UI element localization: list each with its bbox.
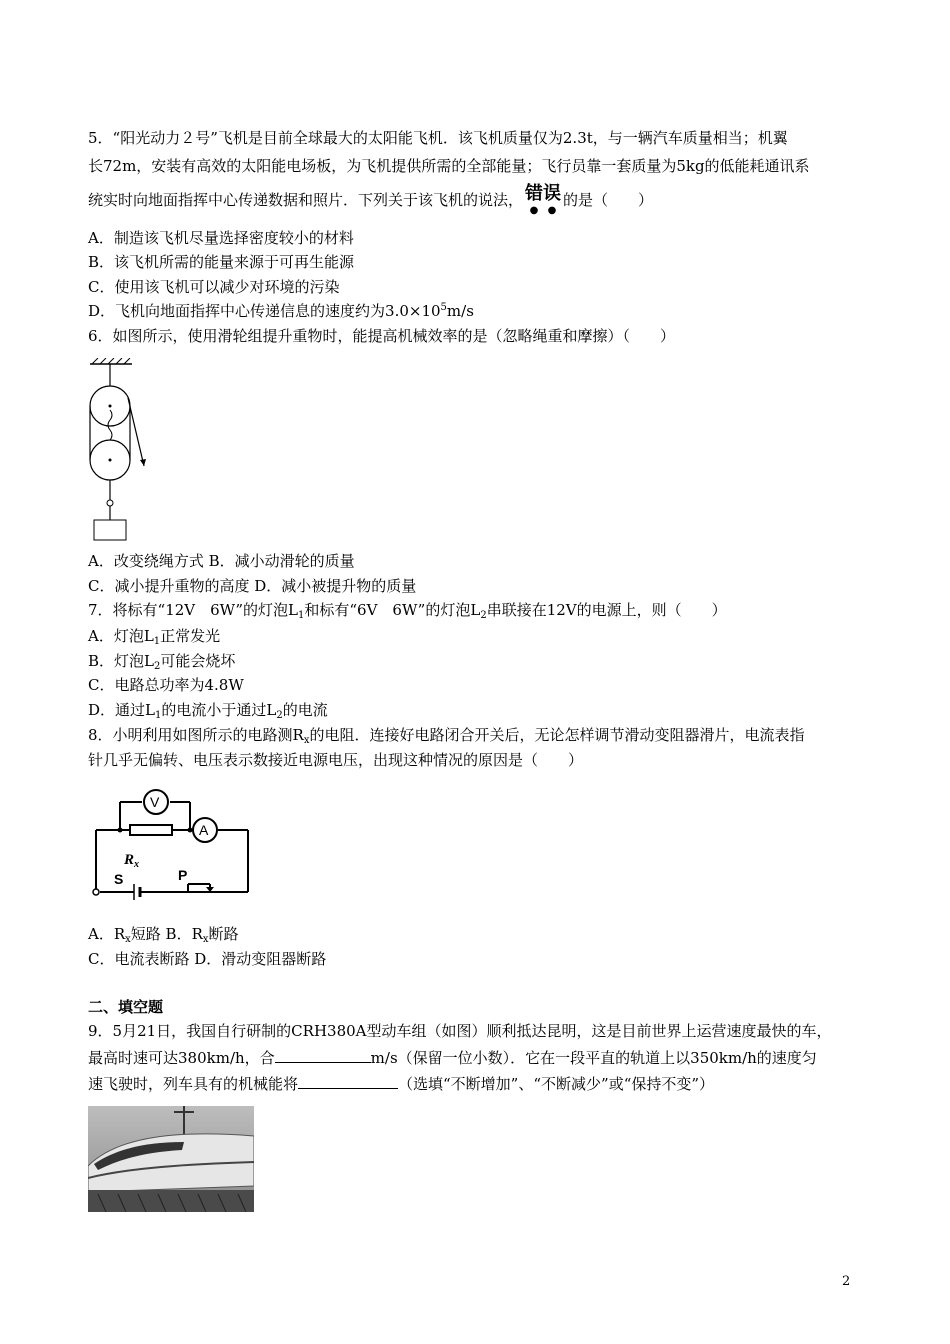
q5-line3-tail: 的是（ ） [563,191,654,209]
q5-emphasis-word: 错误 ● ● [525,183,562,216]
slider-label: P [178,867,188,883]
q9-line2: 最高时速可达380km/h，合 m/s（保留一位小数）．它在一段平直的轨道上以350km/h的速度匀 [88,1049,817,1067]
q5-option-d: D．飞机向地面指挥中心传递信息的速度约为$3.0\times 10^5m/s$ [88,302,474,320]
circuit-diagram [84,788,254,906]
q5-line2: 长72m，安装有高效的太阳能电场板，为飞机提供所需的全部能量；飞行员靠一套质量为5kg的低能耗通讯系 [88,157,810,175]
switch-label: S [114,871,124,887]
page-number: 2 [842,1274,851,1289]
q5-option-a: A．制造该飞机尽量选择密度较小的材料 [88,229,354,247]
q8-line2: 针几乎无偏转、电压表示数接近电源电压，出现这种情况的原因是（ ） [88,751,584,769]
q6-stem: 6．如图所示，使用滑轮组提升重物时，能提高机械效率的是（忽略绳重和摩擦）（ ） [88,327,676,345]
answer-blank-1[interactable] [275,1048,371,1063]
voltmeter-label: V [150,794,160,810]
q9-line3: 速飞驶时，列车具有的机械能将 （选填“不断增加”、“不断减少”或“保持不变”） [88,1075,715,1093]
pulley-diagram [88,358,168,543]
q5-line3-text: 统实时向地面指挥中心传递数据和照片．下列关于该飞机的说法， [88,191,524,209]
train-photo [88,1106,254,1212]
q8-options-ab: A．$R_x$短路 B．$R_x$断路 [88,925,239,945]
section-heading: 二、填空题 [88,998,164,1016]
q5-line3 [88,183,654,216]
q6-options-ab: A．改变绕绳方式 B．减小动滑轮的质量 [88,552,355,570]
q5-option-c: C．使用该飞机可以减少对环境的污染 [88,278,340,296]
emphasis-dots: ● ● [529,205,557,216]
answer-blank-2[interactable] [298,1074,398,1089]
q5-option-b: B．该飞机所需的能量来源于可再生能源 [88,253,355,271]
q8-line1: 8．小明利用如图所示的电路测$R_x$的电阻．连接好电路闭合开关后，无论怎样调节滑动变阻器滑片，电流表指 [88,726,805,746]
q7-option-a: A．灯泡$L_1$正常发光 [88,627,221,647]
q8-options-cd: C．电流表断路 D．滑动变阻器断路 [88,950,327,968]
q7-option-d: D．通过$L_1$的电流小于通过$L_2$的电流 [88,701,328,721]
q6-options-cd: C．减小提升重物的高度 D．减小被提升物的质量 [88,577,417,595]
q7-option-c: C．电路总功率为4.8W [88,676,244,694]
q7-option-b: B．灯泡$L_2$可能会烧坏 [88,652,236,672]
rx-label: $R_x$ [124,852,140,870]
q9-line1: 9．5月21日，我国自行研制的CRH380A型动车组（如图）顺利抵达昆明，这是目前世界上运营速度最快的车， [88,1022,832,1040]
q7-stem: 7．将标有“12V 6W”的灯泡$L_1$和标有“6V 6W”的灯泡$L_2$串联接在12V的电源上，则（ ） [88,601,727,621]
ammeter-label: A [199,822,209,838]
q5-line1: 5．“阳光动力２号”飞机是目前全球最大的太阳能飞机．该飞机质量仅为2.3t，与一辆汽车质量相当；机翼 [88,129,788,147]
